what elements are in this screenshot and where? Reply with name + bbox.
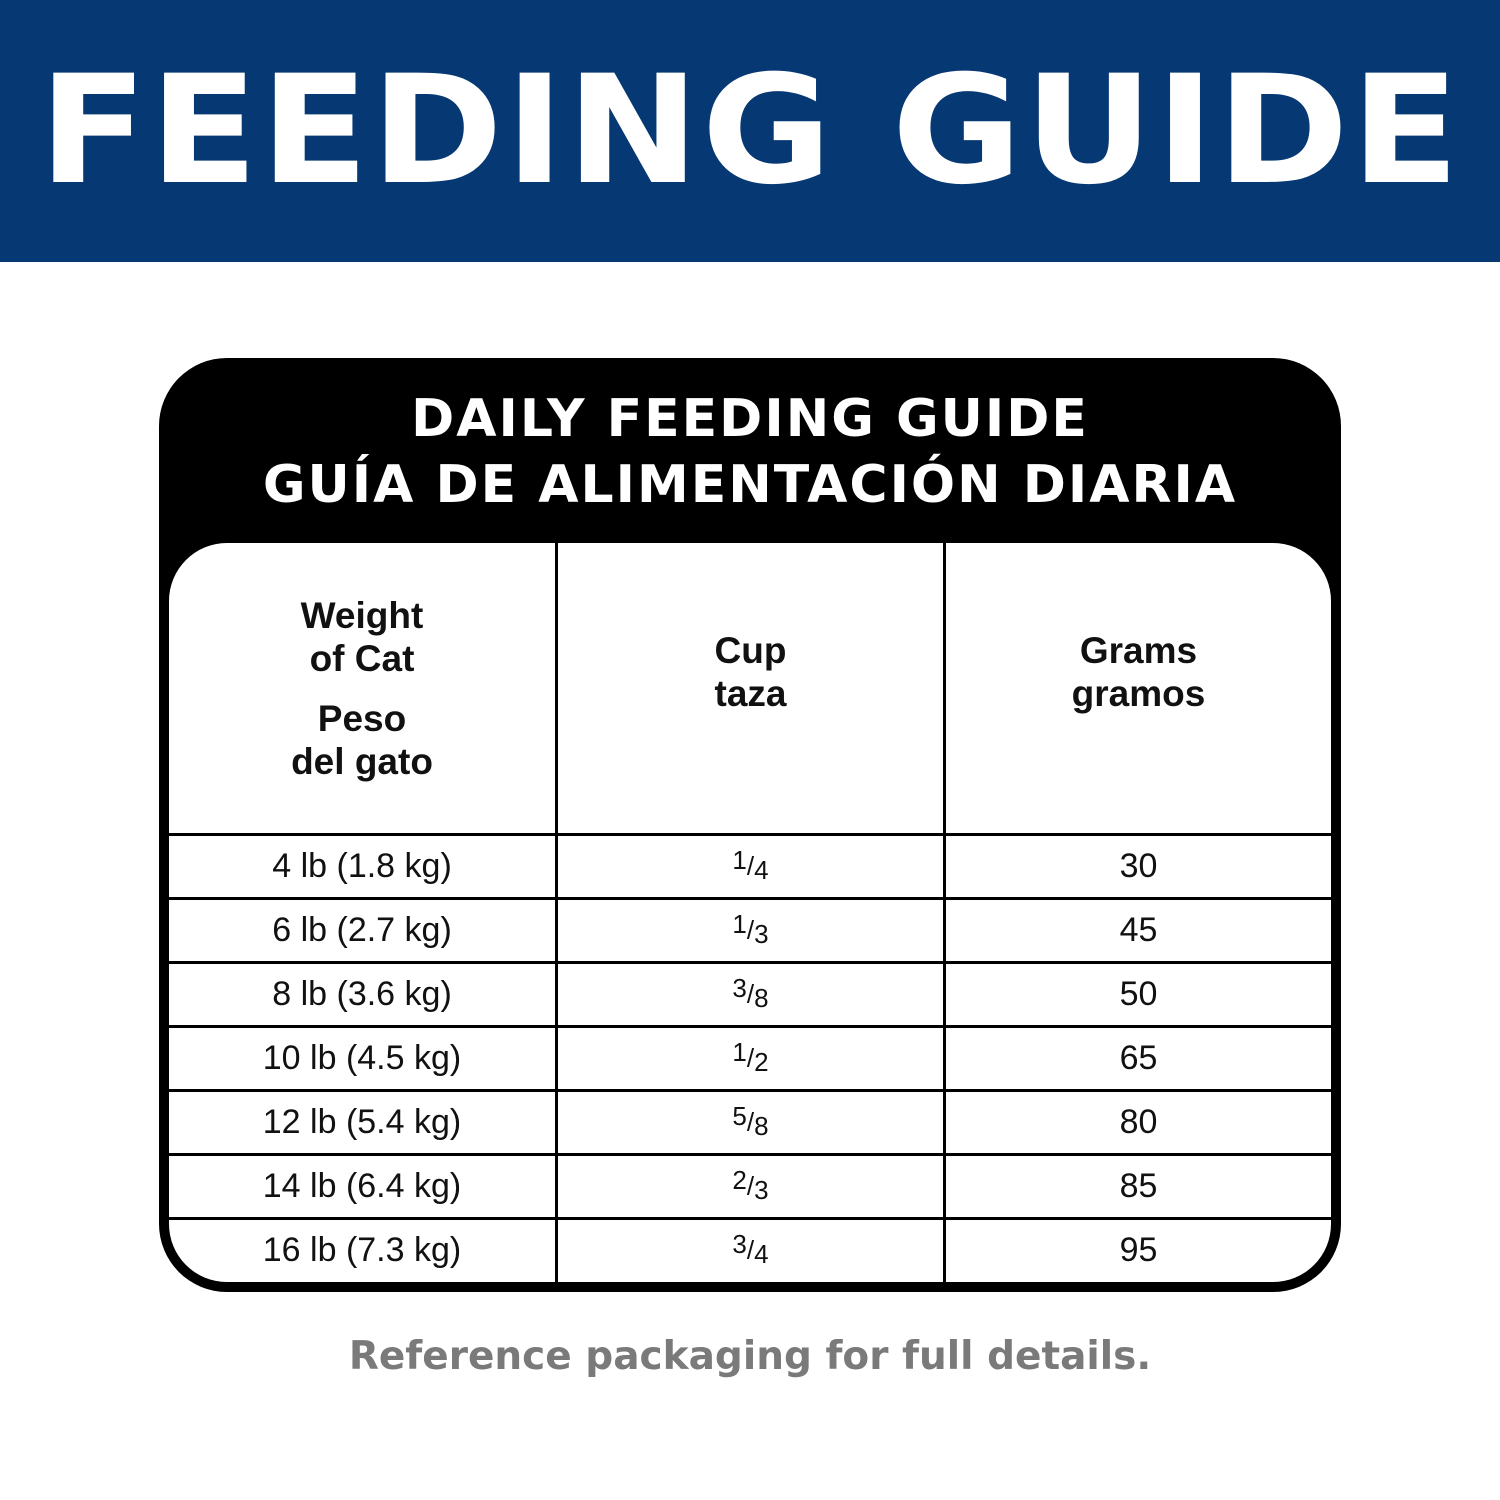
- cell-weight: 12 lb (5.4 kg): [262, 1103, 462, 1141]
- cell-cup: [558, 1028, 943, 1089]
- cup-numerator: 3: [732, 1229, 747, 1259]
- cell-cup: [558, 1156, 943, 1217]
- header-cup-en: Cup: [714, 630, 787, 671]
- header-weight-es-line2: del gato: [291, 740, 433, 782]
- cell-cup: [558, 1220, 943, 1281]
- card-title-english: DAILY FEEDING GUIDE: [411, 389, 1089, 449]
- cell-weight: 8 lb (3.6 kg): [272, 975, 452, 1013]
- cell-grams: 50: [1119, 975, 1158, 1013]
- cup-fraction: [732, 1229, 769, 1269]
- feeding-table: [169, 543, 1331, 1282]
- cup-fraction: [732, 845, 769, 885]
- header-grams-es: gramos: [1071, 673, 1206, 714]
- cell-grams: 30: [1119, 847, 1158, 885]
- cup-numerator: 3: [732, 973, 747, 1003]
- fraction-slash: /: [746, 1235, 755, 1265]
- cell-grams: 65: [1119, 1039, 1158, 1077]
- header-weight-es-line1: Peso: [317, 697, 407, 739]
- cell-weight: 16 lb (7.3 kg): [262, 1231, 462, 1269]
- cup-denominator: 4: [754, 1239, 769, 1269]
- cup-fraction: [732, 1037, 769, 1077]
- fraction-slash: /: [746, 915, 755, 945]
- cup-denominator: 3: [754, 919, 769, 949]
- header-grams: [946, 543, 1331, 817]
- cell-cup: [558, 1092, 943, 1153]
- fraction-slash: /: [746, 851, 755, 881]
- cell-grams: 95: [1119, 1231, 1158, 1269]
- banner-title: FEEDING GUIDE: [38, 44, 1462, 218]
- cup-denominator: 4: [754, 855, 769, 885]
- cell-weight: 6 lb (2.7 kg): [272, 911, 452, 949]
- header-weight-en-line1: Weight: [300, 594, 424, 636]
- cell-cup: [558, 900, 943, 961]
- cell-grams: 85: [1119, 1167, 1158, 1205]
- cell-weight: 10 lb (4.5 kg): [262, 1039, 462, 1077]
- cell-cup: [558, 836, 943, 897]
- cup-fraction: [732, 1101, 769, 1141]
- cup-denominator: 8: [754, 1111, 769, 1141]
- cell-cup: [558, 964, 943, 1025]
- fraction-slash: /: [746, 979, 755, 1009]
- cup-denominator: 8: [754, 983, 769, 1013]
- cell-grams: 80: [1119, 1103, 1158, 1141]
- cup-fraction: [732, 909, 769, 949]
- cell-weight: 14 lb (6.4 kg): [262, 1167, 462, 1205]
- cup-numerator: 1: [732, 1037, 747, 1067]
- cup-numerator: 1: [732, 845, 747, 875]
- header-cup: [558, 543, 943, 817]
- fraction-slash: /: [746, 1043, 755, 1073]
- footer-note: Reference packaging for full details.: [348, 1334, 1152, 1379]
- cell-weight: 4 lb (1.8 kg): [272, 847, 452, 885]
- fraction-slash: /: [746, 1171, 755, 1201]
- feeding-table-card: [159, 358, 1341, 1292]
- header-cup-es: taza: [714, 673, 787, 714]
- cup-numerator: 5: [732, 1101, 747, 1131]
- cup-fraction: [732, 1165, 769, 1205]
- cup-numerator: 2: [732, 1165, 747, 1195]
- header-grams-en: Grams: [1079, 630, 1198, 671]
- header-weight: [169, 543, 555, 833]
- cell-grams: 45: [1119, 911, 1158, 949]
- cup-denominator: 3: [754, 1175, 769, 1205]
- cup-denominator: 2: [754, 1047, 769, 1077]
- card-title-spanish: GUÍA DE ALIMENTACIÓN DIARIA: [262, 455, 1238, 515]
- fraction-slash: /: [746, 1107, 755, 1137]
- cup-fraction: [732, 973, 769, 1013]
- header-banner: [0, 0, 1500, 262]
- card-header: [159, 386, 1341, 518]
- cup-numerator: 1: [732, 909, 747, 939]
- header-weight-en-line2: of Cat: [309, 637, 415, 679]
